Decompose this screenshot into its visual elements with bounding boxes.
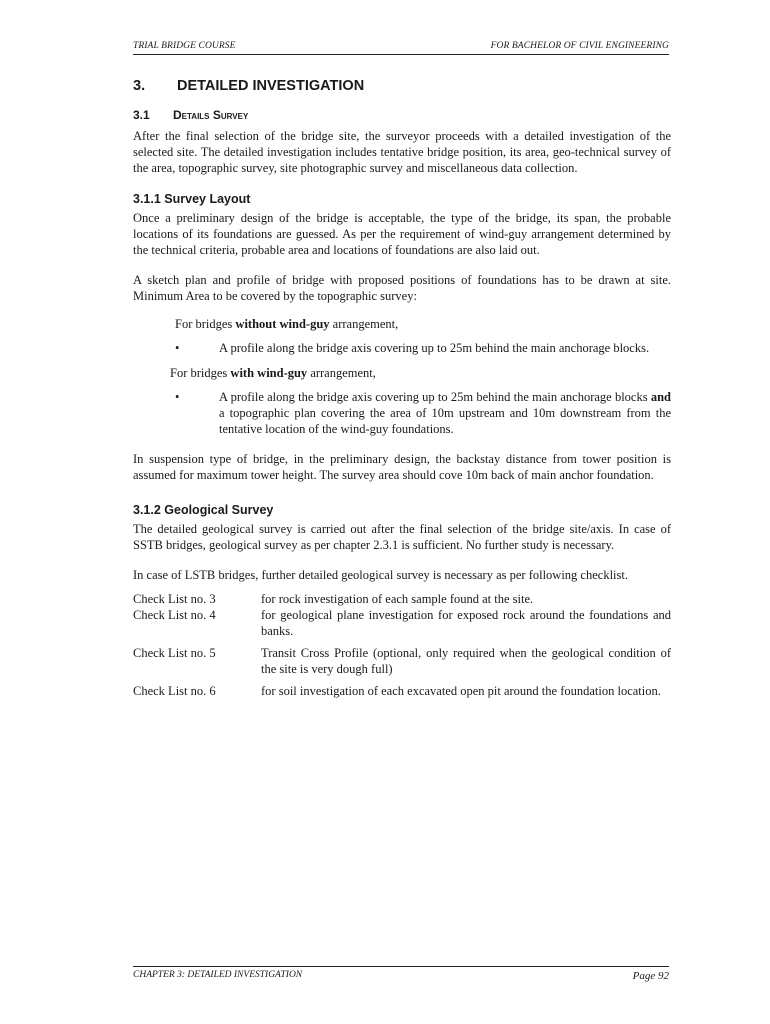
checklist-label: Check List no. 3 (133, 592, 216, 606)
checklist-row (133, 591, 671, 607)
header-program-title: FOR BACHELOR OF CIVIL ENGINEERING (490, 41, 669, 51)
checklist-row (133, 683, 671, 699)
checklist-desc: for rock investigation of each sample found at the site. (261, 592, 534, 606)
checklist-label: Check List no. 4 (133, 608, 216, 622)
suspension-paragraph: In suspension type of bridge, in the preliminary design, the backstay distance from tower position is assumed for maximum tower height. The survey area should cove 10m back of main anchor foundation. (133, 452, 671, 482)
subsection-heading (133, 108, 671, 122)
survey-layout-paragraph-2: A sketch plan and profile of bridge with proposed positions of foundations has to be drawn at site. Minimum Area to be covered by the topographic survey: (133, 273, 671, 303)
with-wind-guy-bullet: • A profile along the bridge axis covering up to 25m behind the main anchorage blocks and a topographic plan covering the area of 10m upstream and 10m downstream from the tentative location of the wind-guy foundations. (175, 390, 671, 436)
checklist-row (133, 645, 671, 677)
geological-paragraph-1: The detailed geological survey is carried out after the final selection of the bridge site/axis. In case of SSTB bridges, geological survey as per chapter 2.3.1 is sufficient. No further study is necessary. (133, 522, 671, 552)
survey-layout-heading: 3.1.1 Survey Layout (133, 192, 251, 206)
with-wind-guy-intro: For bridges with wind-guy arrangement, (170, 366, 376, 380)
checklist-desc: for soil investigation of each excavated open pit around the foundation location. (261, 684, 661, 698)
checklist-desc: for geological plane investigation for exposed rock around the foundations and banks. (261, 608, 671, 638)
subsection-number: 3.1 (133, 108, 150, 122)
survey-layout-paragraph-1: Once a preliminary design of the bridge is acceptable, the type of the bridge, its span, the probable locations of its foundations are guessed. As per the requirement of wind-guy arrangement determined by the technical criteria, probable area and locations of foundations are also laid out. (133, 211, 671, 257)
without-wind-guy-bullet: • A profile along the bridge axis covering up to 25m behind the main anchorage blocks. (175, 341, 650, 355)
bullet-dot: • (175, 390, 180, 404)
section-title: DETAILED INVESTIGATION (177, 78, 365, 94)
geological-survey-heading: 3.1.2 Geological Survey (133, 503, 274, 517)
section-number: 3. (133, 78, 146, 94)
page-content (133, 78, 671, 699)
header-course-title: TRIAL BRIDGE COURSE (133, 41, 236, 51)
bullet-dot: • (175, 341, 180, 355)
checklist-label: Check List no. 5 (133, 646, 216, 660)
checklist-desc: Transit Cross Profile (optional, only required when the geological condition of the site is very dough full) (261, 646, 671, 676)
checklist-row (133, 607, 671, 639)
page-footer (133, 966, 669, 982)
checklist (133, 591, 671, 699)
checklist-label: Check List no. 6 (133, 684, 216, 698)
section-heading (133, 78, 671, 94)
page-number: Page 92 (632, 970, 669, 982)
without-wind-guy-intro: For bridges without wind-guy arrangement, (175, 317, 399, 331)
details-survey-paragraph: After the final selection of the bridge site, the surveyor proceeds with a detailed investigation of the selected site. The detailed investigation includes tentative bridge position, its area, geo-technical survey of the area, topographic survey, site photographic survey and miscellaneous data collection. (133, 129, 671, 175)
subsection-title: Details Survey (173, 108, 249, 122)
footer-chapter-title: CHAPTER 3: DETAILED INVESTIGATION (133, 970, 303, 980)
geological-paragraph-2: In case of LSTB bridges, further detailed geological survey is necessary as per following checklist. (133, 568, 628, 582)
page-header (133, 41, 669, 55)
